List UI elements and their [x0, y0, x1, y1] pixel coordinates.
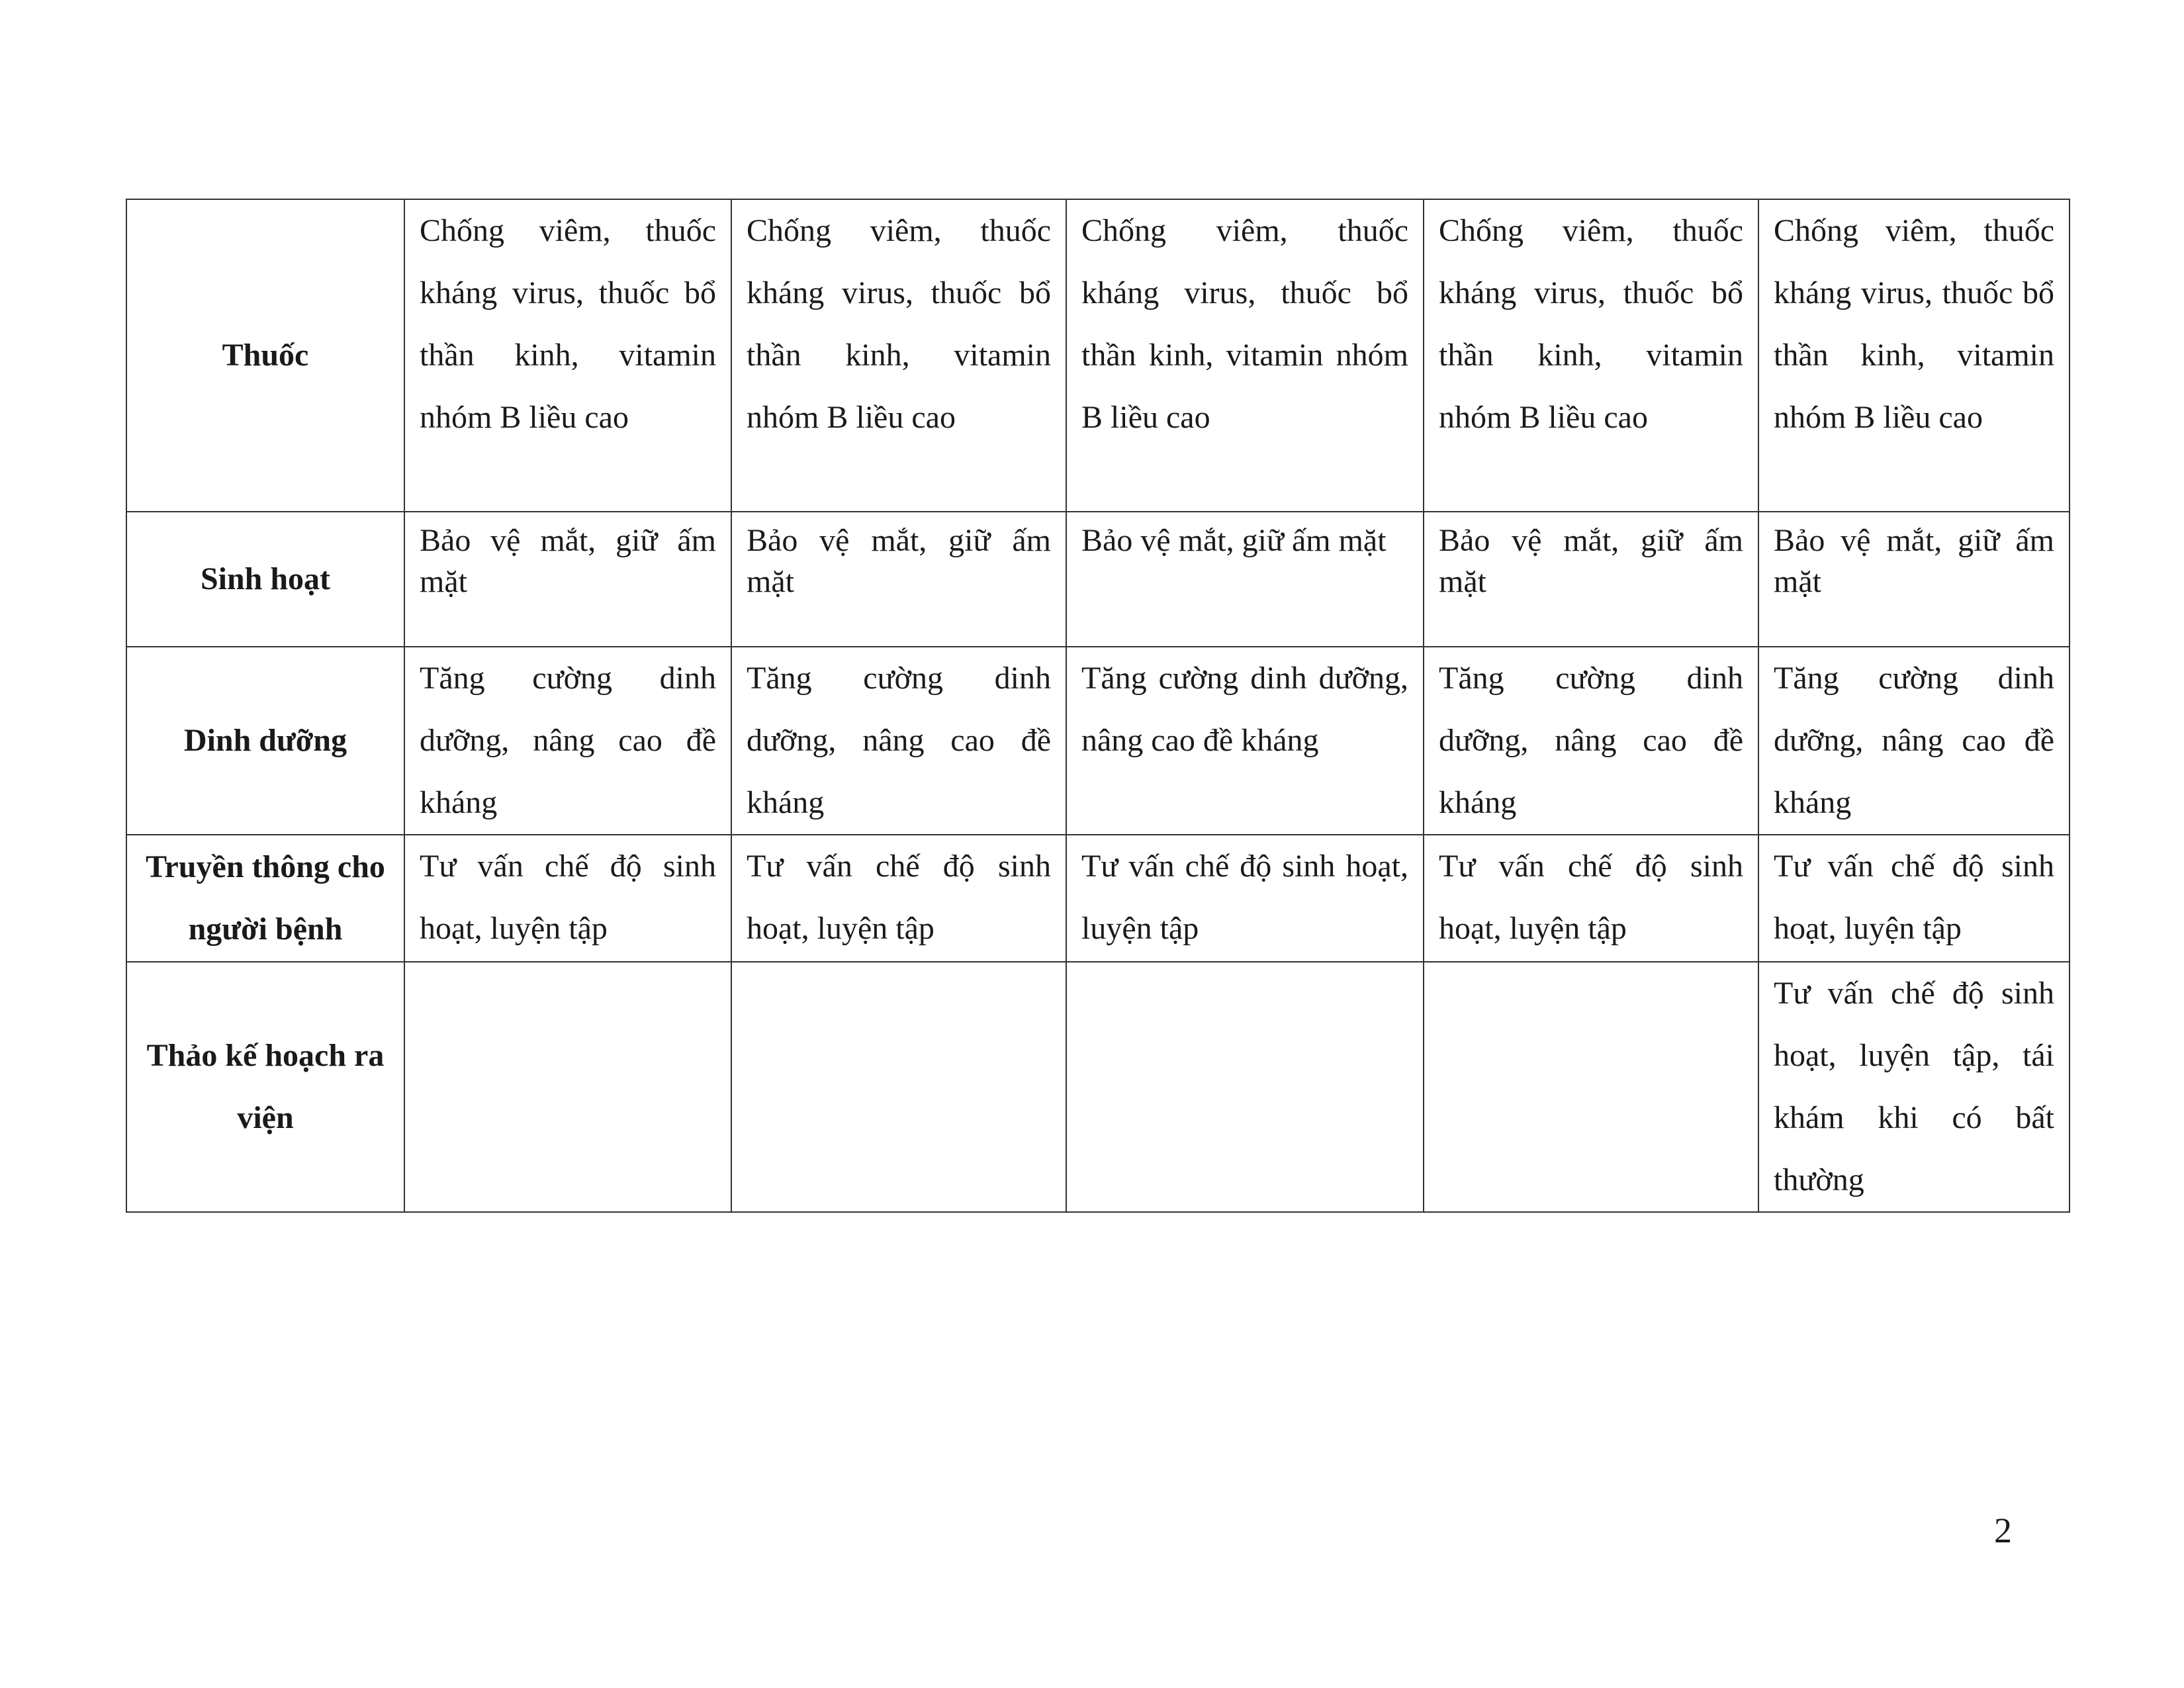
table-cell: Chống viêm, thuốc kháng virus, thuốc bổ thần kinh, vitamin nhóm B liều cao — [1424, 199, 1758, 512]
table-cell: Tăng cường dinh dưỡng, nâng cao đề kháng — [731, 647, 1066, 835]
table-cell: Tư vấn chế độ sinh hoạt, luyện tập — [1066, 835, 1424, 962]
page-number: 2 — [1994, 1511, 2012, 1550]
table-cell: Bảo vệ mắt, giữ ấm mặt — [1758, 512, 2070, 647]
table-cell: Tăng cường dinh dưỡng, nâng cao đề kháng — [1424, 647, 1758, 835]
table-cell: Tư vấn chế độ sinh hoạt, luyện tập — [1424, 835, 1758, 962]
table-cell: Tăng cường dinh dưỡng, nâng cao đề kháng — [1758, 647, 2070, 835]
row-header-daily-living: Sinh hoạt — [126, 512, 404, 647]
table-cell: Chống viêm, thuốc kháng virus, thuốc bổ thần kinh, vitamin nhóm B liều cao — [1066, 199, 1424, 512]
table-cell: Bảo vệ mắt, giữ ấm mặt — [1066, 512, 1424, 647]
table-cell: Tư vấn chế độ sinh hoạt, luyện tập — [731, 835, 1066, 962]
table-cell: Tăng cường dinh dưỡng, nâng cao đề kháng — [404, 647, 731, 835]
table-cell: Chống viêm, thuốc kháng virus, thuốc bổ thần kinh, vitamin nhóm B liều cao — [1758, 199, 2070, 512]
table-cell: Tư vấn chế độ sinh hoạt, luyện tập — [404, 835, 731, 962]
table-cell: Bảo vệ mắt, giữ ấm mặt — [404, 512, 731, 647]
table-cell: Chống viêm, thuốc kháng virus, thuốc bổ thần kinh, vitamin nhóm B liều cao — [731, 199, 1066, 512]
table-row — [126, 835, 2070, 962]
row-header-medication: Thuốc — [126, 199, 404, 512]
table-cell: Chống viêm, thuốc kháng virus, thuốc bổ thần kinh, vitamin nhóm B liều cao — [404, 199, 731, 512]
table-cell — [1066, 962, 1424, 1212]
care-plan-table — [126, 199, 2070, 1213]
table-row — [126, 199, 2070, 512]
table-row — [126, 647, 2070, 835]
table-cell: Bảo vệ mắt, giữ ấm mặt — [731, 512, 1066, 647]
table-cell: Tư vấn chế độ sinh hoạt, luyện tập, tái khám khi có bất thường — [1758, 962, 2070, 1212]
table-cell: Tăng cường dinh dưỡng, nâng cao đề kháng — [1066, 647, 1424, 835]
table-cell: Bảo vệ mắt, giữ ấm mặt — [1424, 512, 1758, 647]
row-header-patient-communication: Truyền thông cho người bệnh — [126, 835, 404, 962]
table-cell — [1424, 962, 1758, 1212]
row-header-nutrition: Dinh dưỡng — [126, 647, 404, 835]
table-cell — [404, 962, 731, 1212]
table-cell: Tư vấn chế độ sinh hoạt, luyện tập — [1758, 835, 2070, 962]
table-row — [126, 512, 2070, 647]
row-header-discharge-plan: Thảo kế hoạch ra viện — [126, 962, 404, 1212]
table-row — [126, 962, 2070, 1212]
table-cell — [731, 962, 1066, 1212]
